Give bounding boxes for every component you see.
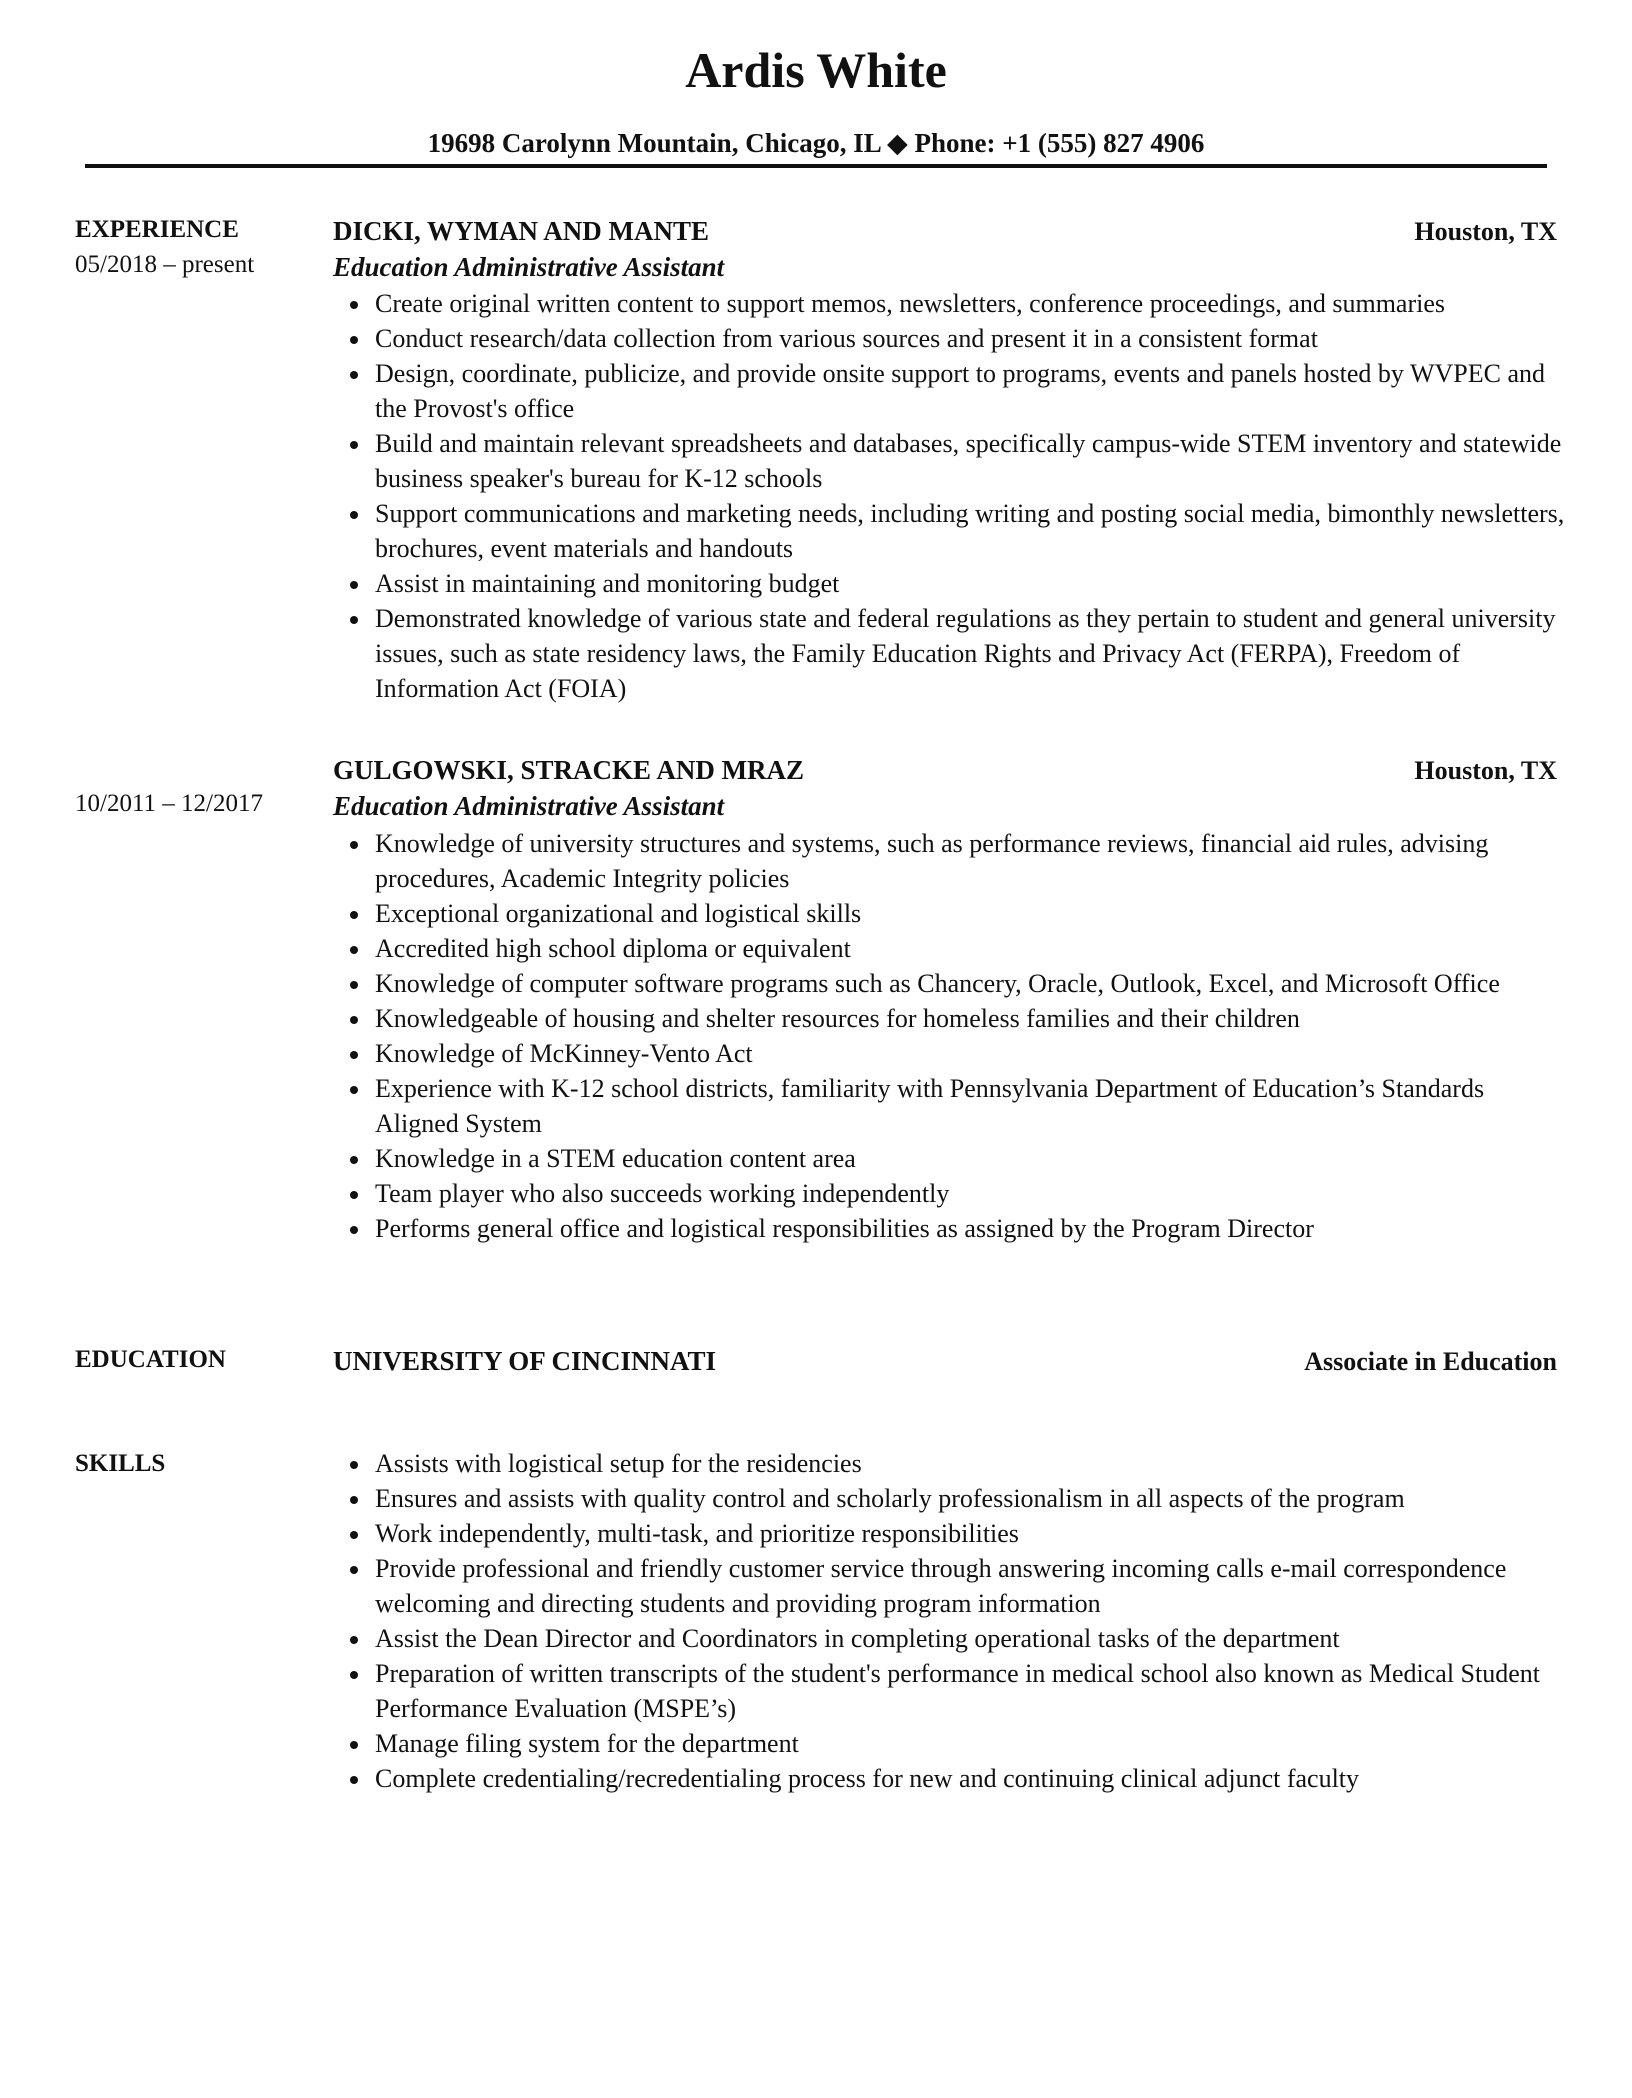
experience-bullets <box>333 826 1565 1246</box>
experience-company: DICKI, WYMAN AND MANTE <box>333 216 710 246</box>
list-item: Design, coordinate, publicize, and provide onsite support to programs, events and panels hosted by WVPEC and the Provost's office <box>333 356 1565 426</box>
list-item: Provide professional and friendly customer service through answering incoming calls e-mail correspondence welcoming and directing students and providing program information <box>333 1551 1565 1621</box>
list-item: Assists with logistical setup for the residencies <box>333 1446 1565 1481</box>
list-item: Knowledge in a STEM education content area <box>333 1141 1565 1176</box>
list-item: Assist in maintaining and monitoring budget <box>333 566 1565 601</box>
list-item: Team player who also succeeds working independently <box>333 1176 1565 1211</box>
list-item: Create original written content to support memos, newsletters, conference proceedings, and summaries <box>333 286 1565 321</box>
list-item: Support communications and marketing needs, including writing and posting social media, bimonthly newsletters, brochures, event materials and handouts <box>333 496 1565 566</box>
list-item: Knowledge of computer software programs such as Chancery, Oracle, Outlook, Excel, and Microsoft Office <box>333 966 1565 1001</box>
list-item: Demonstrated knowledge of various state and federal regulations as they pertain to student and general university issues, such as state residency laws, the Family Education Rights and Privacy Act (FERPA), Freedom of Information Act (FOIA) <box>333 601 1565 706</box>
list-item: Knowledge of McKinney-Vento Act <box>333 1036 1565 1071</box>
skills-list <box>333 1446 1565 1796</box>
list-item: Build and maintain relevant spreadsheets and databases, specifically campus-wide STEM inventory and statewide business speaker's bureau for K-12 schools <box>333 426 1565 496</box>
list-item: Knowledge of university structures and systems, such as performance reviews, financial aid rules, advising procedures, Academic Integrity policies <box>333 826 1565 896</box>
experience-title: Education Administrative Assistant <box>333 252 725 282</box>
section-label-education: EDUCATION <box>75 1346 226 1373</box>
list-item: Exceptional organizational and logistical skills <box>333 896 1565 931</box>
list-item: Complete credentialing/recredentialing process for new and continuing clinical adjunct faculty <box>333 1761 1565 1796</box>
list-item: Performs general office and logistical responsibilities as assigned by the Program Director <box>333 1211 1565 1246</box>
candidate-name: Ardis White <box>685 42 947 98</box>
education-degree: Associate in Education <box>1304 1347 1557 1376</box>
list-item: Work independently, multi-task, and prioritize responsibilities <box>333 1516 1565 1551</box>
header-divider <box>85 164 1547 168</box>
list-item: Accredited high school diploma or equivalent <box>333 931 1565 966</box>
experience-dates: 05/2018 – present <box>75 251 255 278</box>
experience-location: Houston, TX <box>1414 756 1557 785</box>
list-item: Experience with K-12 school districts, familiarity with Pennsylvania Department of Education’s Standards Aligned System <box>333 1071 1565 1141</box>
list-item: Ensures and assists with quality control and scholarly professionalism in all aspects of the program <box>333 1481 1565 1516</box>
experience-dates: 10/2011 – 12/2017 <box>75 790 263 817</box>
experience-bullets <box>333 286 1565 706</box>
section-label-skills: SKILLS <box>75 1450 166 1477</box>
section-label-experience: EXPERIENCE <box>75 216 239 243</box>
experience-location: Houston, TX <box>1414 217 1557 246</box>
education-school: UNIVERSITY OF CINCINNATI <box>333 1346 717 1376</box>
list-item: Conduct research/data collection from various sources and present it in a consistent format <box>333 321 1565 356</box>
experience-title: Education Administrative Assistant <box>333 791 725 821</box>
list-item: Preparation of written transcripts of the student's performance in medical school also known as Medical Student Performance Evaluation (MSPE’s) <box>333 1656 1565 1726</box>
experience-company: GULGOWSKI, STRACKE AND MRAZ <box>333 755 805 785</box>
list-item: Assist the Dean Director and Coordinators in completing operational tasks of the department <box>333 1621 1565 1656</box>
list-item: Knowledgeable of housing and shelter resources for homeless families and their children <box>333 1001 1565 1036</box>
list-item: Manage filing system for the department <box>333 1726 1565 1761</box>
contact-line: 19698 Carolynn Mountain, Chicago, IL ◆ Phone: +1 (555) 827 4906 <box>427 128 1205 158</box>
